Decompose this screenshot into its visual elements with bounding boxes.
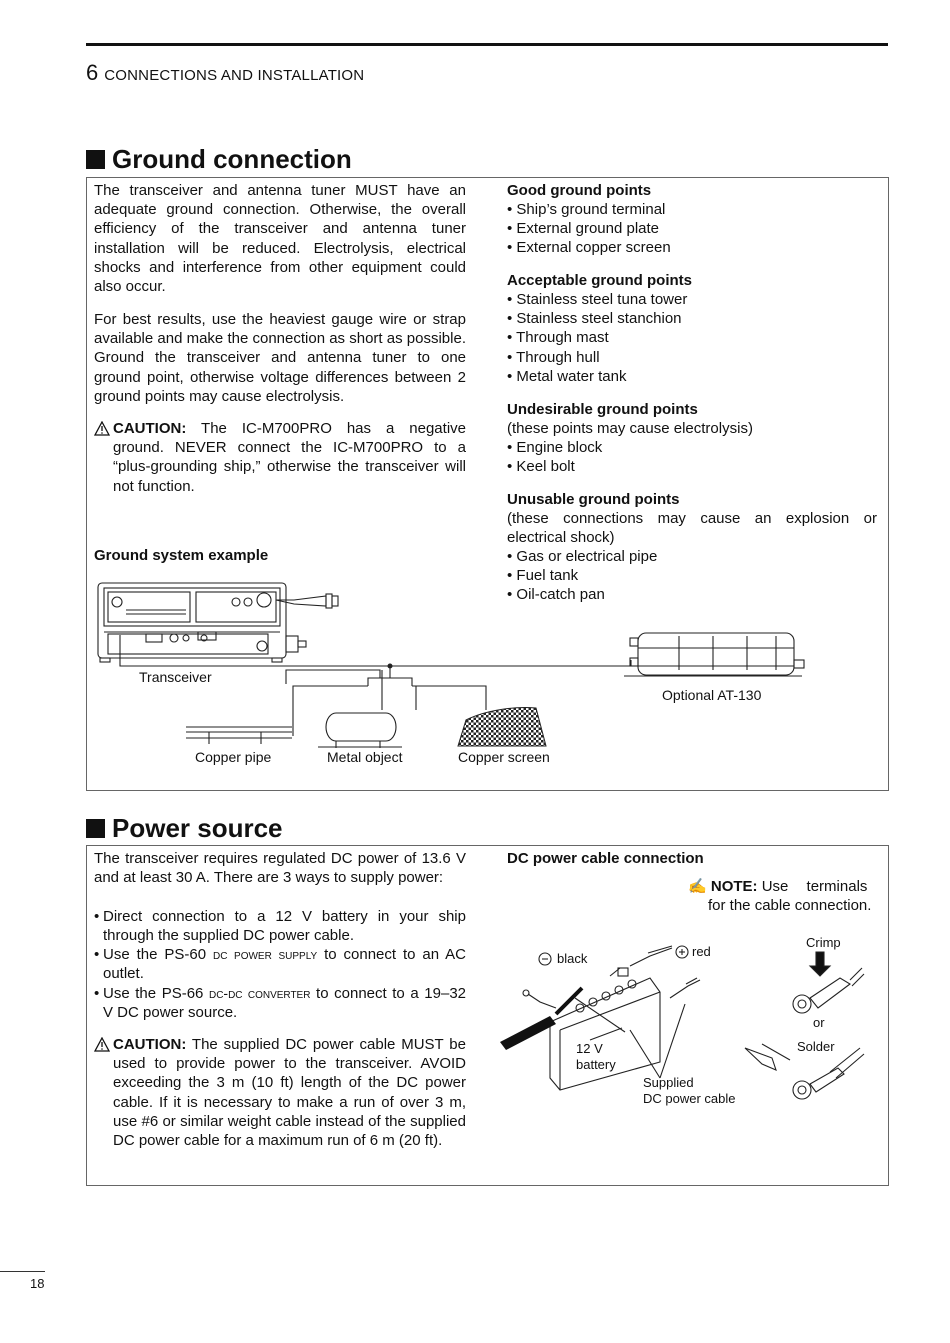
- list-item: • Stainless steel stanchion: [507, 310, 682, 328]
- dc-cable-heading: DC power cable connection: [507, 850, 704, 867]
- note-block: [688, 877, 871, 915]
- caution-label: CAUTION:: [113, 420, 187, 437]
- unusable-heading: Unusable ground points: [507, 491, 680, 508]
- metal-object-drawing: [318, 713, 402, 748]
- crimp-label: Crimp: [806, 935, 841, 950]
- ground-section-title: Ground connection: [86, 144, 352, 175]
- copper-pipe-label: Copper pipe: [195, 749, 272, 765]
- metal-object-label: Metal object: [327, 749, 403, 765]
- undesirable-heading: Undesirable ground points: [507, 401, 698, 418]
- undesirable-list: [507, 419, 753, 477]
- ground-para-2: For best results, use the heaviest gauge wire or strap available and make the connection as short as possible. Ground the transceiver and antenna tuner to one ground point, otherwise voltage differences between 2 ground points may cause electrolysis.: [94, 311, 466, 405]
- list-item: • Fuel tank: [507, 567, 579, 585]
- chapter-title: CONNECTIONS AND INSTALLATION: [104, 67, 365, 84]
- list-item: • Keel bolt: [507, 458, 575, 476]
- crimp-terminal-drawing: [793, 952, 864, 1013]
- page-number-rule: [0, 1271, 45, 1272]
- copper-screen-drawing: [458, 708, 546, 747]
- list-item: • External ground plate: [507, 220, 660, 238]
- list-item: • Through hull: [507, 348, 600, 366]
- supplied-cable-label: Supplied DC power cable: [643, 1075, 736, 1106]
- copper-pipe-drawing: [186, 727, 292, 744]
- transceiver-drawing: [98, 583, 338, 662]
- power-caution: [94, 1035, 466, 1150]
- list-item: • Engine block: [507, 439, 603, 457]
- power-intro: The transceiver requires regulated DC power of 13.6 V and at least 30 A. There are 3 ways to supply power:: [94, 850, 466, 887]
- warning-triangle-icon: [94, 1037, 110, 1052]
- caution-label: CAUTION:: [113, 1036, 187, 1053]
- undesirable-note: (these points may cause electrolysis): [507, 420, 753, 437]
- battery-label: 12 V battery: [576, 1041, 616, 1072]
- caution-text: The IC-M700PRO has a negative ground. NEVER connect the IC-M700PRO to a “plus-grounding ship,” otherwise the transceiver will not function.: [113, 420, 466, 495]
- acceptable-heading: Acceptable ground points: [507, 272, 693, 289]
- copper-screen-label: Copper screen: [458, 749, 550, 765]
- list-item: • Gas or electrical pipe: [507, 548, 658, 565]
- power-bullet-3: • Use the PS-66 dc-dc converter to connect to a 19–32 V DC power source.: [94, 985, 467, 1022]
- power-section-title: Power source: [86, 813, 283, 844]
- tuner-drawing: [624, 633, 804, 676]
- section-square-icon: [86, 150, 105, 169]
- ground-para-1: The transceiver and antenna tuner MUST have an adequate ground connection. Otherwise, the overall efficiency of the transceiver and antenna tuner installation will be reduced. Electrolysis, electrical shocks and interference from other equipment could also occur.: [94, 182, 466, 296]
- solder-label: Solder: [797, 1039, 835, 1054]
- power-bullet-1: • Direct connection to a 12 V battery in your ship through the supplied DC power cable.: [94, 908, 466, 945]
- note-line-2: for the cable connection.: [708, 897, 872, 915]
- transceiver-label: Transceiver: [139, 669, 212, 685]
- page-number: 18: [30, 1276, 45, 1291]
- list-item: • Ship’s ground terminal: [507, 201, 666, 218]
- header-rule: [86, 43, 888, 46]
- list-item: • Stainless steel tuna tower: [507, 291, 688, 308]
- warning-triangle-icon: [94, 421, 110, 436]
- list-item: • Through mast: [507, 329, 609, 347]
- note-label: NOTE:: [710, 878, 758, 895]
- unusable-note: (these connections may cause an explosion or electrical shock): [507, 510, 877, 547]
- cable-end-drawing: [500, 1016, 556, 1050]
- note-line-1: Use terminals: [761, 878, 868, 895]
- list-item: • External copper screen: [507, 239, 671, 257]
- red-label: red: [692, 944, 711, 959]
- tuner-label: Optional AT-130: [662, 687, 762, 703]
- pencil-icon: ✍: [688, 878, 707, 895]
- good-heading: Good ground points: [507, 182, 652, 199]
- chapter-number: 6: [86, 60, 99, 85]
- black-label: black: [557, 951, 588, 966]
- or-label: or: [813, 1015, 825, 1030]
- list-item: • Oil-catch pan: [507, 586, 605, 604]
- ground-example-heading: Ground system example: [94, 547, 269, 564]
- acceptable-list: [507, 290, 687, 386]
- caution-text: The supplied DC power cable MUST be used to provide power to the transceiver. AVOID exceeding the 3 m (10 ft) length of the DC power cable. If it is necessary to make a run of over 3 m, use #6 or similar weight cable instead of the supplied DC power cable for a maximum run of 6 m (20 ft).: [113, 1036, 466, 1150]
- good-list: [507, 200, 671, 258]
- chapter-heading: [86, 60, 364, 86]
- list-item: • Metal water tank: [507, 367, 627, 385]
- power-bullet-2: • Use the PS-60 dc power supply to connect to an AC outlet.: [94, 946, 467, 983]
- ground-caution: [94, 419, 466, 496]
- section-square-icon: [86, 819, 105, 838]
